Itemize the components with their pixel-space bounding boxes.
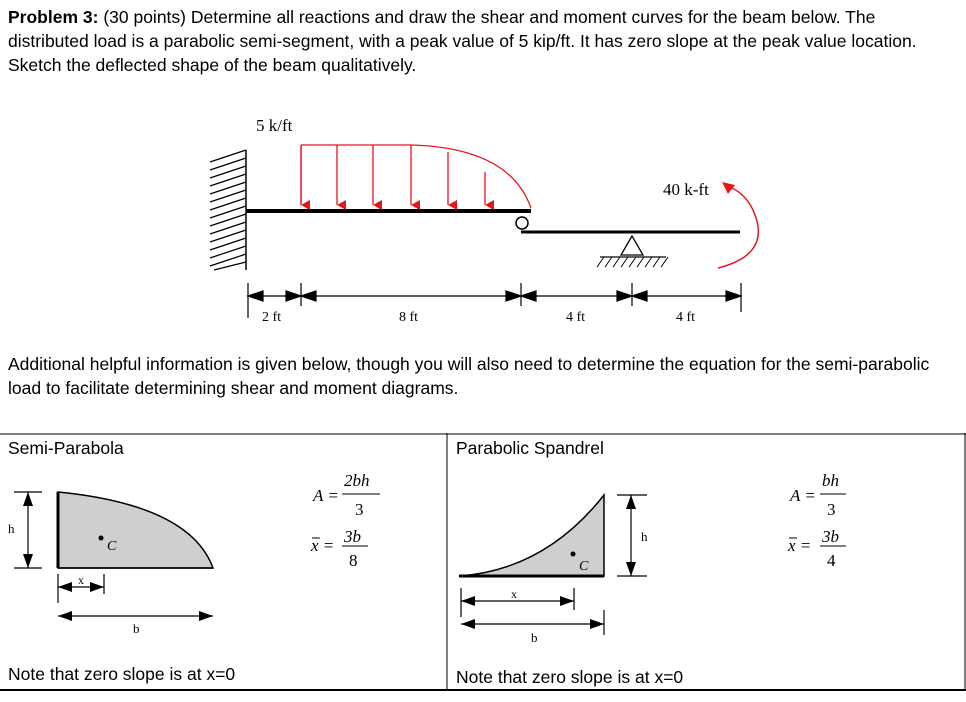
dim-label-4: 4 ft: [676, 310, 696, 325]
x-label: x: [511, 587, 517, 601]
svg-text:bh: bh: [822, 471, 839, 490]
spandrel-formulas: [787, 471, 846, 570]
svg-text:2bh: 2bh: [344, 471, 370, 490]
beam-figure: [0, 0, 966, 345]
svg-text:8: 8: [349, 551, 358, 570]
section-figures: [0, 470, 966, 670]
semi-parabola-note: Note that zero slope is at x=0: [8, 664, 236, 684]
svg-text:3b: 3b: [344, 527, 361, 546]
svg-text:4: 4: [827, 551, 836, 570]
svg-text:3: 3: [827, 500, 836, 519]
problem-heading: Problem 3:: [8, 7, 99, 27]
h-label: h: [641, 529, 648, 544]
dim-label-3: 4 ft: [566, 310, 586, 325]
semi-parabola-figure: [8, 492, 213, 636]
svg-text:A =: A =: [790, 486, 816, 505]
additional-info: Additional helpful information is given below, though you will also need to determine the equation for the semi-parabolic load to facilitate determining shear and moment diagrams.: [8, 354, 930, 398]
centroid-dot: [571, 552, 576, 557]
dim-label-1: 2 ft: [262, 310, 282, 325]
b-label: b: [133, 621, 140, 636]
svg-text:x =: x =: [788, 536, 812, 555]
b-label: b: [531, 630, 538, 645]
load-label: 5 k/ft: [256, 116, 293, 135]
applied-moment: [718, 182, 758, 268]
spandrel-note: Note that zero slope is at x=0: [456, 667, 684, 687]
semi-parabola-formulas: [310, 471, 380, 570]
fixed-wall-support: [210, 150, 246, 270]
problem-text: (30 points) Determine all reactions and draw the shear and moment curves for the beam below. The distributed load is a parabolic semi-segment, with a peak value of 5 kip/ft. It has zero slope at the peak value location. Sketch the deflected shape of the beam qualitatively.: [8, 7, 917, 75]
svg-text:x =: x =: [311, 536, 335, 555]
moment-label: 40 k-ft: [663, 180, 709, 199]
semi-parabola-title: Semi-Parabola: [8, 438, 124, 458]
svg-text:3: 3: [355, 500, 364, 519]
hinge: [516, 217, 528, 229]
centroid-dot: [99, 536, 104, 541]
pin-support: [597, 236, 668, 267]
distributed-load: [301, 145, 531, 208]
parabolic-spandrel-title: Parabolic Spandrel: [456, 438, 604, 458]
parabolic-spandrel-figure: [459, 495, 648, 645]
centroid-label: C: [107, 539, 117, 554]
svg-text:3b: 3b: [822, 527, 839, 546]
h-label: h: [8, 521, 15, 536]
dim-label-2: 8 ft: [399, 310, 419, 325]
dimension-lines: [248, 283, 741, 318]
svg-text:A =: A =: [313, 486, 339, 505]
centroid-label: C: [579, 559, 589, 574]
x-label: x: [78, 573, 84, 587]
